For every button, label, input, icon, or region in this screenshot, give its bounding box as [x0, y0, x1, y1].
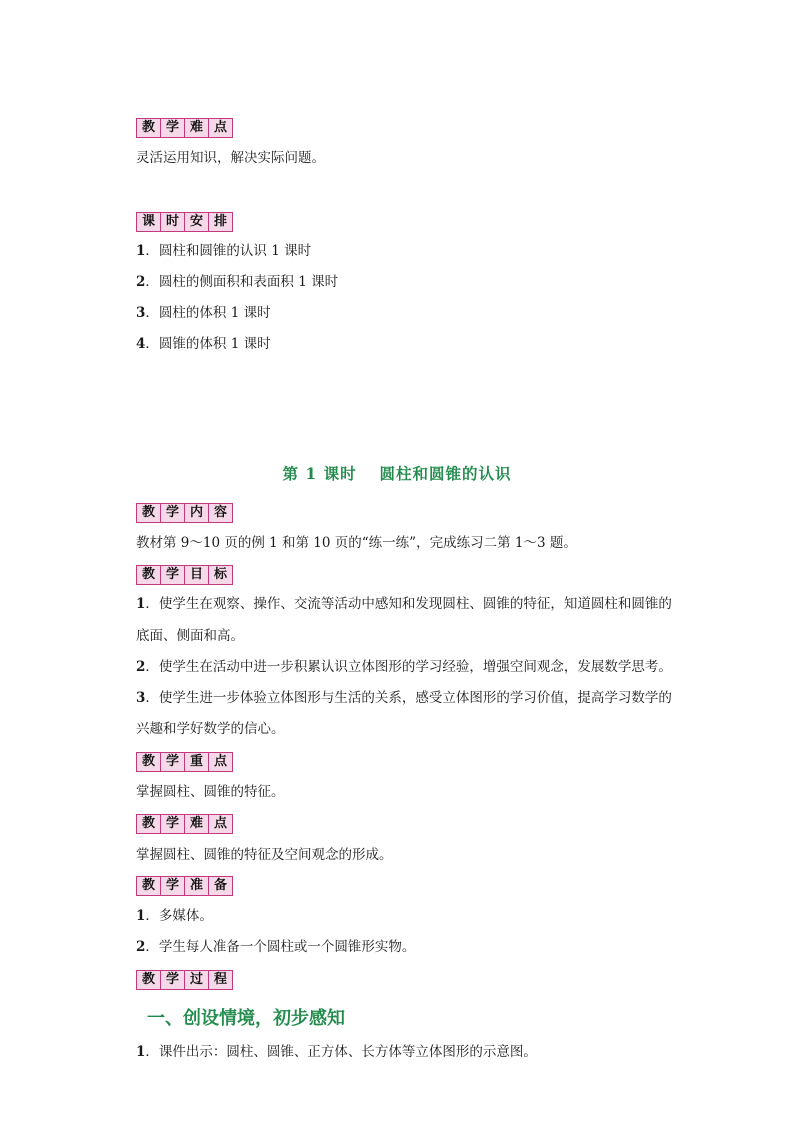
section-label-content: 教 学 内 容: [136, 503, 233, 523]
content-text: 教材第 9～10 页的例 1 和第 10 页的“练一练”，完成练习二第 1～3 题。: [136, 535, 577, 551]
key-point-text: 掌握圆柱、圆锥的特征。: [136, 784, 285, 800]
section-label-preparation: 教 学 准 备: [136, 876, 233, 896]
goal-item-line: 兴趣和学好数学的信心。: [136, 721, 285, 737]
difficulty-2-text: 掌握圆柱、圆锥的特征及空间观念的形成。: [136, 847, 393, 863]
section-label-schedule: 课 时 安 排: [136, 212, 233, 232]
lesson-title: 第 1 课时 圆柱和圆锥的认识: [282, 464, 512, 483]
schedule-item: 1．圆柱和圆锥的认识 1 课时: [136, 243, 312, 259]
section-label-goals: 教 学 目 标: [136, 565, 233, 585]
difficulty-text: 灵活运用知识，解决实际问题。: [136, 150, 325, 166]
schedule-item: 3．圆柱的体积 1 课时: [136, 305, 271, 321]
section-heading: 一、创设情境，初步感知: [147, 1008, 345, 1029]
goal-item-line: 2．使学生在活动中进一步积累认识立体图形的学习经验，增强空间观念，发展数学思考。: [136, 659, 672, 675]
goal-item-line: 3．使学生进一步体验立体图形与生活的关系，感受立体图形的学习价值，提高学习数学的: [136, 690, 672, 706]
goal-item-line: 底面、侧面和高。: [136, 628, 244, 644]
schedule-item: 4．圆锥的体积 1 课时: [136, 336, 271, 352]
schedule-item: 2．圆柱的侧面积和表面积 1 课时: [136, 274, 339, 290]
preparation-item: 1．多媒体。: [136, 908, 213, 924]
preparation-item: 2．学生每人准备一个圆柱或一个圆锥形实物。: [136, 939, 416, 955]
process-item: 1．课件出示：圆柱、圆锥、正方体、长方体等立体图形的示意图。: [136, 1044, 537, 1060]
section-label-difficulty-2: 教 学 难 点: [136, 814, 233, 834]
goal-item-line: 1．使学生在观察、操作、交流等活动中感知和发现圆柱、圆锥的特征，知道圆柱和圆锥的: [136, 596, 672, 612]
section-label-key-point: 教 学 重 点: [136, 752, 233, 772]
section-label-difficulty: 教 学 难 点: [136, 118, 233, 138]
section-label-process: 教 学 过 程: [136, 970, 233, 990]
